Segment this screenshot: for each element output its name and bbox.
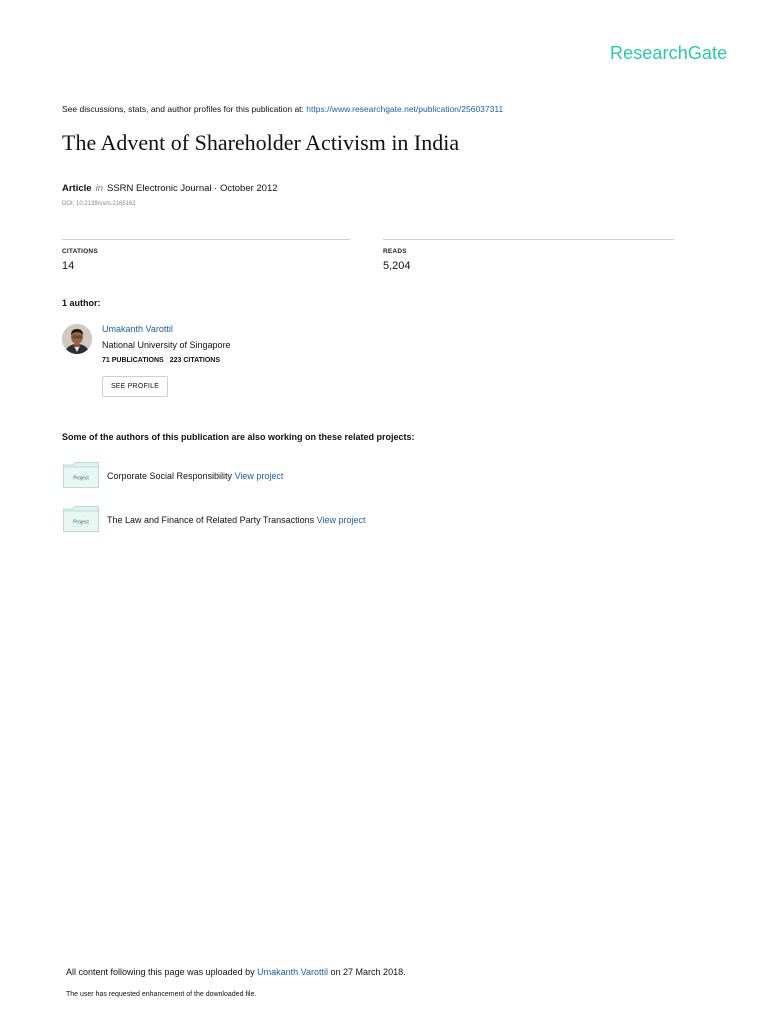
- project-title: The Law and Finance of Related Party Transactions: [107, 515, 315, 525]
- project-icon-label: Project: [73, 475, 89, 482]
- researchgate-logo[interactable]: ResearchGate: [610, 43, 728, 63]
- project-icon-label: Project: [73, 519, 89, 526]
- upload-date: on 27 March 2018.: [330, 967, 406, 977]
- author-avatar[interactable]: [62, 324, 92, 354]
- doi-text: DOI: 10.2139/ssrn.2165162: [62, 201, 136, 207]
- author-name-link[interactable]: Umakanth Varottil: [102, 324, 173, 334]
- view-project-link[interactable]: View project: [234, 471, 284, 481]
- see-profile-button[interactable]: SEE PROFILE: [102, 376, 168, 397]
- publication-url-link[interactable]: https://www.researchgate.net/publication/256037311: [306, 104, 504, 114]
- author-citations-count: 223 CITATIONS: [169, 357, 221, 364]
- author-photo-icon: [62, 324, 92, 354]
- upload-notice: [66, 967, 406, 977]
- reads-divider: [383, 239, 674, 240]
- project-item: [107, 515, 366, 525]
- reads-value: 5,204: [383, 260, 411, 272]
- journal-info: SSRN Electronic Journal · October 2012: [106, 183, 278, 194]
- uploader-link[interactable]: Umakanth Varottil: [257, 967, 329, 977]
- citations-value: 14: [62, 260, 75, 272]
- publication-title: The Advent of Shareholder Activism in India: [62, 130, 460, 155]
- publication-meta: [62, 183, 278, 194]
- view-project-link[interactable]: View project: [316, 515, 366, 525]
- citations-divider: [62, 239, 350, 240]
- enhancement-note: The user has requested enhancement of the downloaded file.: [66, 991, 257, 998]
- project-folder-icon: [63, 506, 99, 532]
- publication-kind: Article: [62, 183, 92, 194]
- project-title: Corporate Social Responsibility: [107, 471, 233, 481]
- author-publications-count: 71 PUBLICATIONS: [102, 357, 164, 364]
- author-stats: [102, 357, 220, 364]
- related-projects-heading: Some of the authors of this publication are also working on these related projects:: [62, 432, 415, 442]
- citations-label: CITATIONS: [62, 248, 98, 255]
- discussion-notice-text: See discussions, stats, and author profiles for this publication at:: [62, 104, 304, 114]
- upload-prefix: All content following this page was uploaded by: [66, 967, 255, 977]
- project-item: [107, 471, 283, 481]
- project-folder-icon: [63, 462, 99, 488]
- authors-heading: 1 author:: [62, 298, 101, 308]
- author-institution: National University of Singapore: [102, 340, 231, 350]
- reads-label: READS: [383, 248, 407, 255]
- discussion-notice: [62, 104, 503, 114]
- in-word: in: [95, 183, 103, 194]
